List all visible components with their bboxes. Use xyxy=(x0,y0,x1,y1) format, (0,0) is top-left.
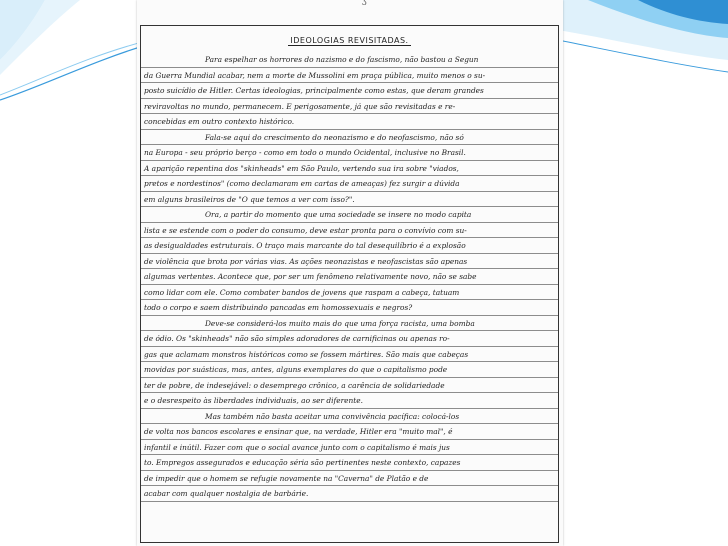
essay-line: acabar com qualquer nostalgia de barbárie. xyxy=(141,486,558,502)
essay-line: reviravoltas no mundo, permanecem. E perigosamente, já que são revisitadas e re- xyxy=(141,99,558,115)
essay-line: algumas vertentes. Acontece que, por ser um fenômeno relativamente novo, não se sabe xyxy=(141,269,558,285)
essay-line: de volta nos bancos escolares e ensinar que, na verdade, Hitler era "muito mal", é xyxy=(141,424,558,440)
essay-lines xyxy=(141,52,558,502)
essay-line: as desigualdades estruturais. O traço mais marcante do tal desequilíbrio é a explosão xyxy=(141,238,558,254)
essay-line: Fala-se aqui do crescimento do neonazismo e do neofascismo, não só xyxy=(141,130,558,146)
essay-line: Deve-se considerá-los muito mais do que uma força racista, uma bomba xyxy=(141,316,558,332)
essay-line: Mas também não basta aceitar uma convivência pacífica: colocá-los xyxy=(141,409,558,425)
essay-line: e o desrespeito às liberdades individuais, ao ser diferente. xyxy=(141,393,558,409)
essay-line: movidas por suásticas, mas, antes, alguns exemplares do que o capitalismo pode xyxy=(141,362,558,378)
essay-line: em alguns brasileiros de "O que temos a ver com isso?". xyxy=(141,192,558,208)
essay-frame xyxy=(140,25,559,543)
essay-line: Ora, a partir do momento que uma sociedade se insere no modo capita xyxy=(141,207,558,223)
essay-line: pretos e nordestinos" (como declamaram em cartas de ameaças) fez surgir a dúvida xyxy=(141,176,558,192)
essay-line: da Guerra Mundial acabar, nem a morte de Mussolini em praça pública, muito menos o su- xyxy=(141,68,558,84)
essay-line: concebidas em outro contexto histórico. xyxy=(141,114,558,130)
essay-line: posto suicídio de Hitler. Certas ideologias, principalmente como estas, que deram grandes xyxy=(141,83,558,99)
essay-line: de ódio. Os "skinheads" não são simples adoradores de carnificinas ou apenas ro- xyxy=(141,331,558,347)
essay-line: todo o corpo e saem distribuindo pancadas em homossexuais e negros? xyxy=(141,300,558,316)
essay-line: to. Empregos assegurados e educação séria são pertinentes neste contexto, capazes xyxy=(141,455,558,471)
handwritten-page xyxy=(137,0,563,546)
essay-line: de violência que brota por várias vias. As ações neonazistas e neofascistas são apenas xyxy=(141,254,558,270)
essay-line: de impedir que o homem se refugie novamente na "Caverna" de Platão e de xyxy=(141,471,558,487)
essay-line: A aparição repentina dos "skinheads" em São Paulo, vertendo sua ira sobre "viados, xyxy=(141,161,558,177)
page-top-mark: ʒ xyxy=(362,0,367,5)
essay-line: na Europa - seu próprio berço - como em todo o mundo Ocidental, inclusive no Brasil. xyxy=(141,145,558,161)
essay-line: Para espelhar os horrores do nazismo e do fascismo, não bastou a Segun xyxy=(141,52,558,68)
essay-title: IDEOLOGIAS REVISITADAS. xyxy=(290,36,409,45)
left-wave-decoration xyxy=(0,0,150,120)
essay-line: gas que aclamam monstros históricos como se fossem mártires. São mais que cabeças xyxy=(141,347,558,363)
right-wave-decoration xyxy=(558,0,728,120)
essay-line: como lidar com ele. Como combater bandos de jovens que raspam a cabeça, tatuam xyxy=(141,285,558,301)
essay-line: lista e se estende com o poder do consumo, deve estar pronta para o convívio com su- xyxy=(141,223,558,239)
essay-line: infantil e inútil. Fazer com que o social avance junto com o capitalismo é mais jus xyxy=(141,440,558,456)
essay-line: ter de pobre, de indesejável: o desemprego crônico, a carência de solidariedade xyxy=(141,378,558,394)
